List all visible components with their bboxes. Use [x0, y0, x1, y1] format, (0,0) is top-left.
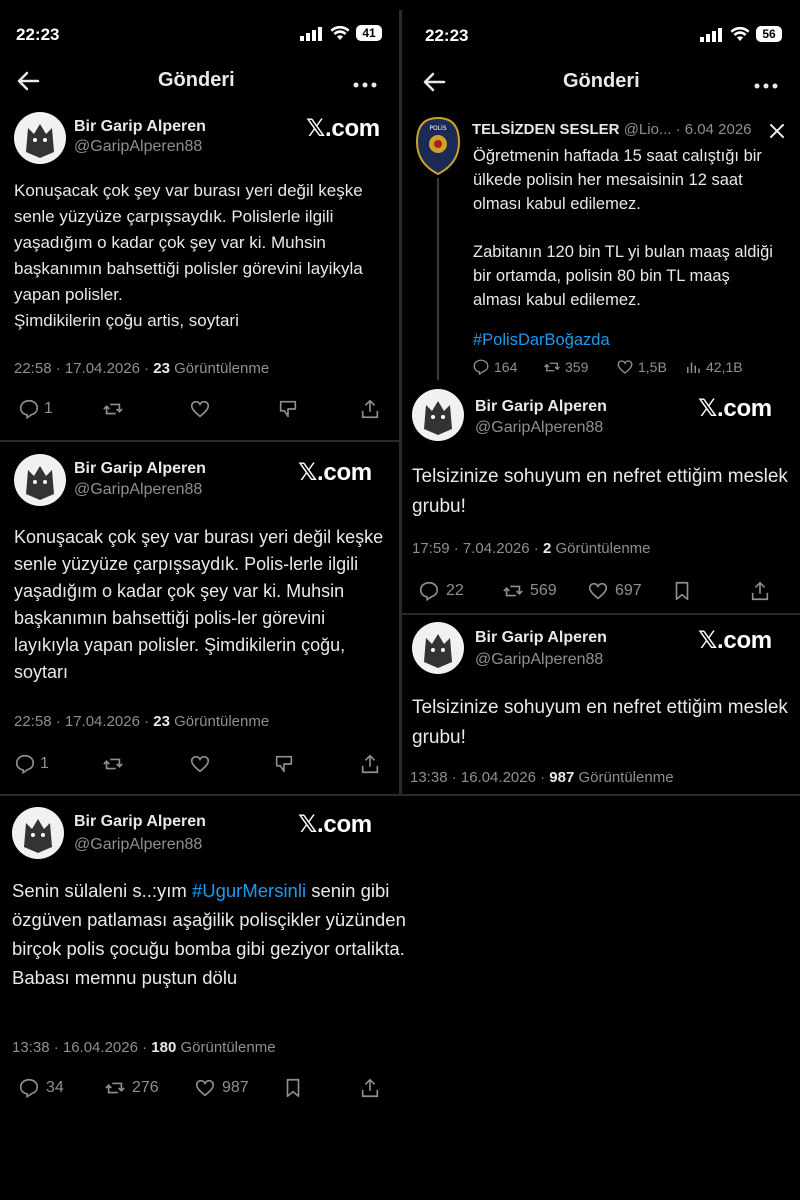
post-date: · 6.04 2026: [675, 121, 752, 138]
bookmark-icon: [671, 580, 693, 602]
bookmark-button[interactable]: [282, 1077, 304, 1099]
view-count: 23: [153, 360, 170, 377]
repost-button[interactable]: [543, 358, 588, 376]
reply-count: 1: [40, 755, 49, 772]
x-logo: 𝕏.com: [298, 459, 372, 486]
thread-line: [437, 178, 439, 380]
like-count: 697: [615, 582, 642, 599]
repost-count: 276: [132, 1079, 159, 1096]
view-count: 180: [151, 1039, 177, 1056]
repost-icon: [104, 1077, 126, 1099]
reply-button[interactable]: [472, 358, 517, 376]
post-text-body: Senin sülaleni s..:yım: [12, 880, 192, 901]
heart-icon: [587, 580, 609, 602]
status-time: 22:23: [16, 25, 60, 44]
post-text: [12, 876, 408, 992]
like-button[interactable]: [194, 1077, 249, 1099]
repost-button[interactable]: [102, 398, 124, 420]
author-name[interactable]: Bir Garip Alperen: [74, 813, 206, 830]
battery-indicator: [756, 26, 782, 42]
battery-level: 41: [362, 26, 376, 40]
reply-icon: [18, 1077, 40, 1099]
post-meta: [14, 713, 269, 730]
post-text-body: Zabitanın 120 bin TL yi bulan maaş aldiği bir ortamda, polisin 80 bin TL maaş alması kabul edilemez.: [473, 243, 773, 309]
like-button[interactable]: [587, 580, 642, 602]
back-arrow-icon[interactable]: [422, 71, 446, 98]
dislike-button[interactable]: [277, 398, 299, 420]
share-button[interactable]: [359, 398, 381, 420]
view-count: 23: [153, 713, 170, 730]
police-badge-avatar[interactable]: [414, 116, 462, 176]
views-label: Görüntülenme: [551, 540, 651, 557]
reply-icon: [472, 358, 490, 376]
post-text: [473, 144, 773, 352]
views-stat[interactable]: [684, 358, 743, 376]
repost-icon: [102, 753, 124, 775]
author-handle[interactable]: @GaripAlperen88: [74, 138, 203, 155]
post-text: [412, 462, 792, 522]
like-count: 1,5B: [638, 359, 667, 375]
heart-icon: [194, 1077, 216, 1099]
post-header: [472, 121, 752, 138]
post-timestamp: 13:38 · 16.04.2026 ·: [410, 769, 550, 786]
more-options-icon[interactable]: [754, 77, 778, 95]
hashtag-link[interactable]: #PolisDarBoğazda: [473, 331, 610, 349]
post-text: [14, 524, 384, 686]
x-logo: 𝕏.com: [698, 627, 772, 654]
share-button[interactable]: [359, 753, 381, 775]
panel-divider: [0, 794, 800, 796]
post-meta: [410, 769, 674, 786]
downvote-icon: [277, 398, 299, 420]
like-button[interactable]: [616, 358, 667, 376]
like-count: 987: [222, 1079, 249, 1096]
battery-indicator: [356, 25, 382, 41]
repost-button[interactable]: [502, 580, 557, 602]
post-text-body: senin gibi özgüven patlaması aşağilik polisçikler yüzünden birçok polis çocuğu bomba gibi geziyor ortalikta. Babası memnu puştun dölu: [12, 880, 406, 988]
hashtag-link[interactable]: #UgurMersinli: [191, 880, 307, 901]
post-text: [14, 178, 390, 334]
wifi-icon: [330, 25, 350, 46]
post-text-body: Konuşacak çok şey var burası yeri değil keşke senle yüzyüze çarpışsaydık. Polislerle ilgili yaşadığım o kadar çok şey var ki. Muhsin başkanımın bahsettiği polisler görevini layikyla yapan polisler.: [14, 181, 363, 304]
reply-button[interactable]: [14, 753, 49, 775]
repost-icon: [543, 358, 561, 376]
like-button[interactable]: [189, 398, 211, 420]
bookmark-icon: [282, 1077, 304, 1099]
reply-button[interactable]: [18, 1077, 64, 1099]
avatar[interactable]: [12, 807, 64, 859]
share-button[interactable]: [749, 580, 771, 602]
post-text-body: Konuşacak çok şey var burası yeri değil keşke senle yüzyüze çarpışsaydık. Polis-lerle ilgili yaşadığım o kadar çok şey var ki. Muhsin başkanımın bahsettiği polis-ler görevini layıkıyla yapan polisler. Şimdikilerin çoğu, soytarı: [14, 527, 384, 682]
dislike-button[interactable]: [273, 753, 295, 775]
author-handle[interactable]: @GaripAlperen88: [74, 481, 203, 498]
downvote-icon: [273, 753, 295, 775]
heart-icon: [189, 753, 211, 775]
avatar[interactable]: [412, 622, 464, 674]
author-name[interactable]: Bir Garip Alperen: [475, 629, 607, 646]
repost-icon: [502, 580, 524, 602]
more-options-icon[interactable]: [353, 76, 377, 94]
views-label: Görüntülenme: [169, 360, 270, 377]
reply-icon: [18, 398, 40, 420]
repost-icon: [102, 398, 124, 420]
post-meta: [412, 540, 651, 557]
panel-divider: [0, 440, 399, 442]
view-count: 987: [549, 769, 575, 786]
page-title: Gönderi: [158, 69, 235, 91]
x-logo: 𝕏.com: [698, 395, 772, 422]
post-text-body: Öğretmenin haftada 15 saat calıştığı bir ülkede polisin her mesaisinin 12 saat olması kabul edilemez.: [473, 147, 762, 213]
post-meta: [12, 1039, 276, 1056]
page-title: Gönderi: [563, 70, 640, 92]
avatar[interactable]: [14, 112, 66, 164]
like-button[interactable]: [189, 753, 211, 775]
avatar[interactable]: [412, 389, 464, 441]
post-meta: [14, 360, 269, 377]
post-timestamp: 22:58 · 17.04.2026 ·: [14, 713, 154, 730]
reply-count: 164: [494, 359, 518, 375]
reply-count: 1: [44, 400, 53, 417]
wifi-icon: [730, 26, 750, 47]
close-icon[interactable]: [769, 123, 785, 144]
post-timestamp: 17:59 · 7.04.2026 ·: [412, 540, 543, 557]
post-text-body: Telsizinize sohuyum en nefret ettiğim meslek grubu!: [412, 697, 788, 748]
x-logo: 𝕏.com: [298, 811, 372, 838]
battery-level: 56: [762, 27, 776, 41]
heart-icon: [189, 398, 211, 420]
repost-count: 359: [565, 359, 589, 375]
svg-text:POLİS: POLİS: [429, 125, 447, 132]
share-button[interactable]: [359, 1077, 381, 1099]
reply-button[interactable]: [418, 580, 464, 602]
repost-button[interactable]: [102, 753, 124, 775]
post-text: [412, 693, 792, 753]
views-label: Görüntülenme: [169, 713, 270, 730]
author-handle[interactable]: @GaripAlperen88: [475, 651, 604, 668]
cellular-signal-icon: [300, 27, 322, 46]
post-text-body: Şimdikilerin çoğu artis, soytari: [14, 311, 239, 330]
view-count: 42,1B: [706, 359, 743, 375]
repost-count: 569: [530, 582, 557, 599]
author-name[interactable]: Bir Garip Alperen: [475, 398, 607, 415]
author-name[interactable]: Bir Garip Alperen: [74, 460, 206, 477]
panel-divider: [399, 10, 402, 795]
post-timestamp: 22:58 · 17.04.2026 ·: [14, 360, 154, 377]
bookmark-button[interactable]: [671, 580, 693, 602]
views-label: Görüntülenme: [176, 1039, 276, 1056]
author-name[interactable]: TELSİZDEN SESLER: [472, 121, 620, 138]
reply-button[interactable]: [18, 398, 53, 420]
author-handle[interactable]: @GaripAlperen88: [74, 836, 203, 853]
reply-count: 22: [446, 582, 464, 599]
reply-count: 34: [46, 1079, 64, 1096]
repost-button[interactable]: [104, 1077, 159, 1099]
bar-chart-icon: [684, 358, 702, 376]
author-handle[interactable]: @GaripAlperen88: [475, 419, 604, 436]
share-icon: [359, 398, 381, 420]
reply-icon: [14, 753, 36, 775]
back-arrow-icon[interactable]: [16, 70, 40, 97]
share-icon: [749, 580, 771, 602]
share-icon: [359, 753, 381, 775]
heart-icon: [616, 358, 634, 376]
status-time: 22:23: [425, 26, 469, 45]
x-logo: 𝕏.com: [306, 115, 380, 142]
panel-divider: [402, 613, 800, 615]
views-label: Görüntülenme: [574, 769, 674, 786]
author-name[interactable]: Bir Garip Alperen: [74, 118, 206, 135]
reply-icon: [418, 580, 440, 602]
post-text-body: Telsizinize sohuyum en nefret ettiğim meslek grubu!: [412, 466, 788, 517]
author-handle[interactable]: @Lio...: [623, 121, 672, 138]
view-count: 2: [542, 540, 552, 557]
avatar[interactable]: [14, 454, 66, 506]
share-icon: [359, 1077, 381, 1099]
cellular-signal-icon: [700, 28, 722, 47]
post-timestamp: 13:38 · 16.04.2026 ·: [12, 1039, 152, 1056]
